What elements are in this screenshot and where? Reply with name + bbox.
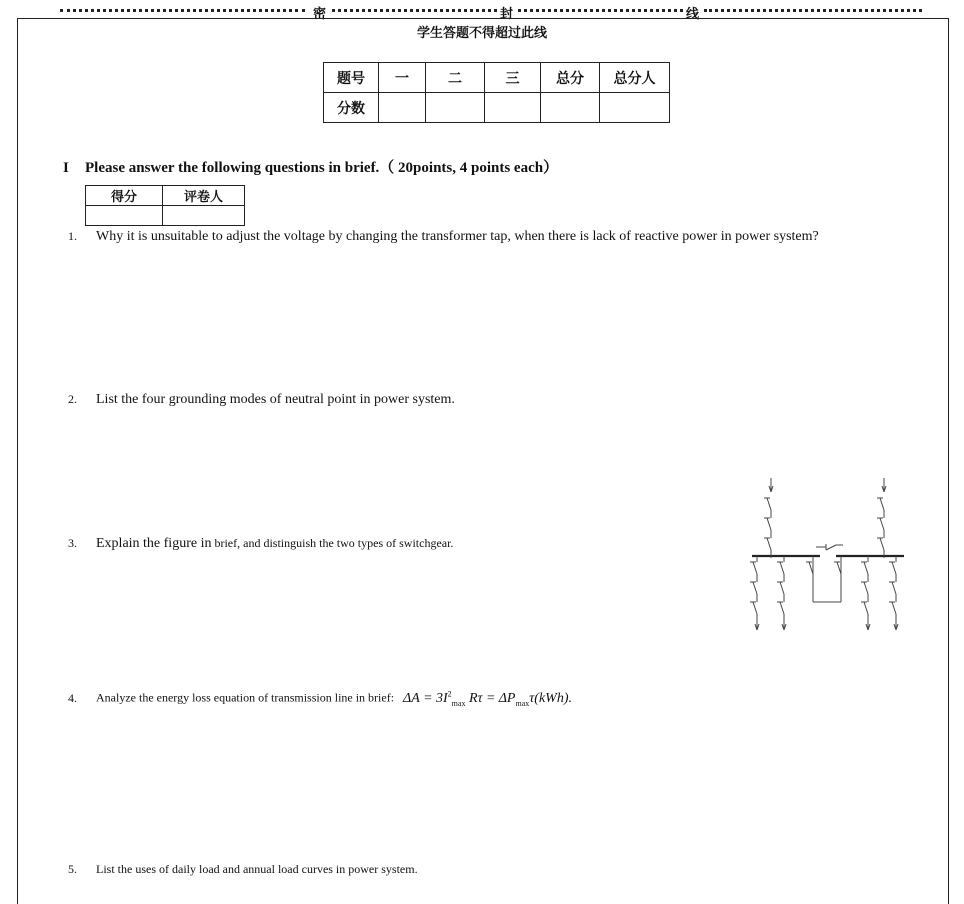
question-number: 4.	[68, 690, 77, 705]
question-5	[68, 862, 418, 877]
score-cell[interactable]	[426, 93, 485, 123]
question-number: 2.	[68, 392, 77, 406]
grader-cell[interactable]	[163, 206, 245, 226]
question-text: Explain the figure in	[96, 536, 212, 551]
question-text: Analyze the energy loss equation of transmission line in brief:	[96, 690, 395, 705]
energy-loss-equation	[403, 691, 572, 706]
section-heading	[63, 156, 558, 177]
wire	[837, 562, 841, 574]
eq-sub: max	[515, 698, 530, 708]
wire	[767, 538, 771, 550]
header-cell: 题号	[324, 63, 379, 93]
header-cell: 总分	[541, 63, 600, 93]
eq-part: Rτ = ΔP	[468, 690, 516, 706]
question-2	[68, 392, 455, 408]
eq-part: τ(kWh).	[529, 690, 572, 706]
question-text-cont: brief, and distinguish the two types of switchgear.	[211, 536, 454, 550]
seal-char-feng: 封	[500, 6, 514, 21]
wire	[753, 582, 757, 594]
wire	[767, 518, 771, 530]
wire	[780, 602, 784, 614]
section-number: I	[63, 160, 69, 176]
question-4	[68, 689, 572, 707]
question-number: 1.	[68, 229, 77, 243]
question-text: List the uses of daily load and annual load curves in power system.	[96, 862, 418, 876]
wire	[892, 582, 896, 594]
loop-connection	[813, 558, 841, 602]
score-cell[interactable]	[86, 206, 163, 226]
wire	[780, 582, 784, 594]
wire	[753, 562, 757, 574]
question-number: 5.	[68, 862, 77, 876]
bus-coupler-switch	[816, 544, 843, 550]
wire	[780, 562, 784, 574]
wire	[892, 602, 896, 614]
question-number: 3.	[68, 536, 77, 550]
header-cell: 评卷人	[163, 186, 245, 206]
score-cell[interactable]	[379, 93, 426, 123]
eq-sub: max	[451, 698, 466, 708]
header-cell: 一	[379, 63, 426, 93]
question-text: Why it is unsuitable to adjust the voltage by changing the transformer tap, when there is lack of reactive power in power system?	[96, 229, 819, 244]
question-1	[68, 229, 819, 245]
header-cell: 三	[485, 63, 541, 93]
wire	[767, 498, 771, 510]
outgoing-feeders	[750, 556, 898, 630]
wire	[880, 498, 884, 510]
score-cell[interactable]	[541, 93, 600, 123]
section-title: Please answer the following questions in brief.（ 20points, 4 points each）	[85, 160, 559, 176]
wire	[880, 518, 884, 530]
incoming-feeders	[764, 478, 886, 558]
wire	[753, 602, 757, 614]
wire	[864, 562, 868, 574]
wire	[880, 538, 884, 550]
eq-sup: 2	[447, 689, 452, 698]
wire	[864, 582, 868, 594]
header-cell: 得分	[86, 186, 163, 206]
header-cell: 总分人	[600, 63, 670, 93]
question-3	[68, 536, 453, 552]
score-cell[interactable]	[485, 93, 541, 123]
row-label: 分数	[324, 93, 379, 123]
seal-char-mi: 密	[313, 6, 327, 21]
wire	[892, 562, 896, 574]
notice-text: 学生答题不得超过此线	[416, 25, 547, 40]
grader-table	[85, 185, 245, 226]
score-table	[323, 62, 670, 123]
question-text: List the four grounding modes of neutral point in power system.	[96, 392, 455, 407]
header-cell: 二	[426, 63, 485, 93]
eq-part: ΔA = 3I	[403, 690, 448, 706]
seal-char-xian: 线	[686, 6, 700, 21]
wire	[864, 602, 868, 614]
wire	[809, 562, 813, 574]
switchgear-diagram	[740, 470, 920, 640]
score-cell[interactable]	[600, 93, 670, 123]
page-frame	[17, 18, 949, 904]
